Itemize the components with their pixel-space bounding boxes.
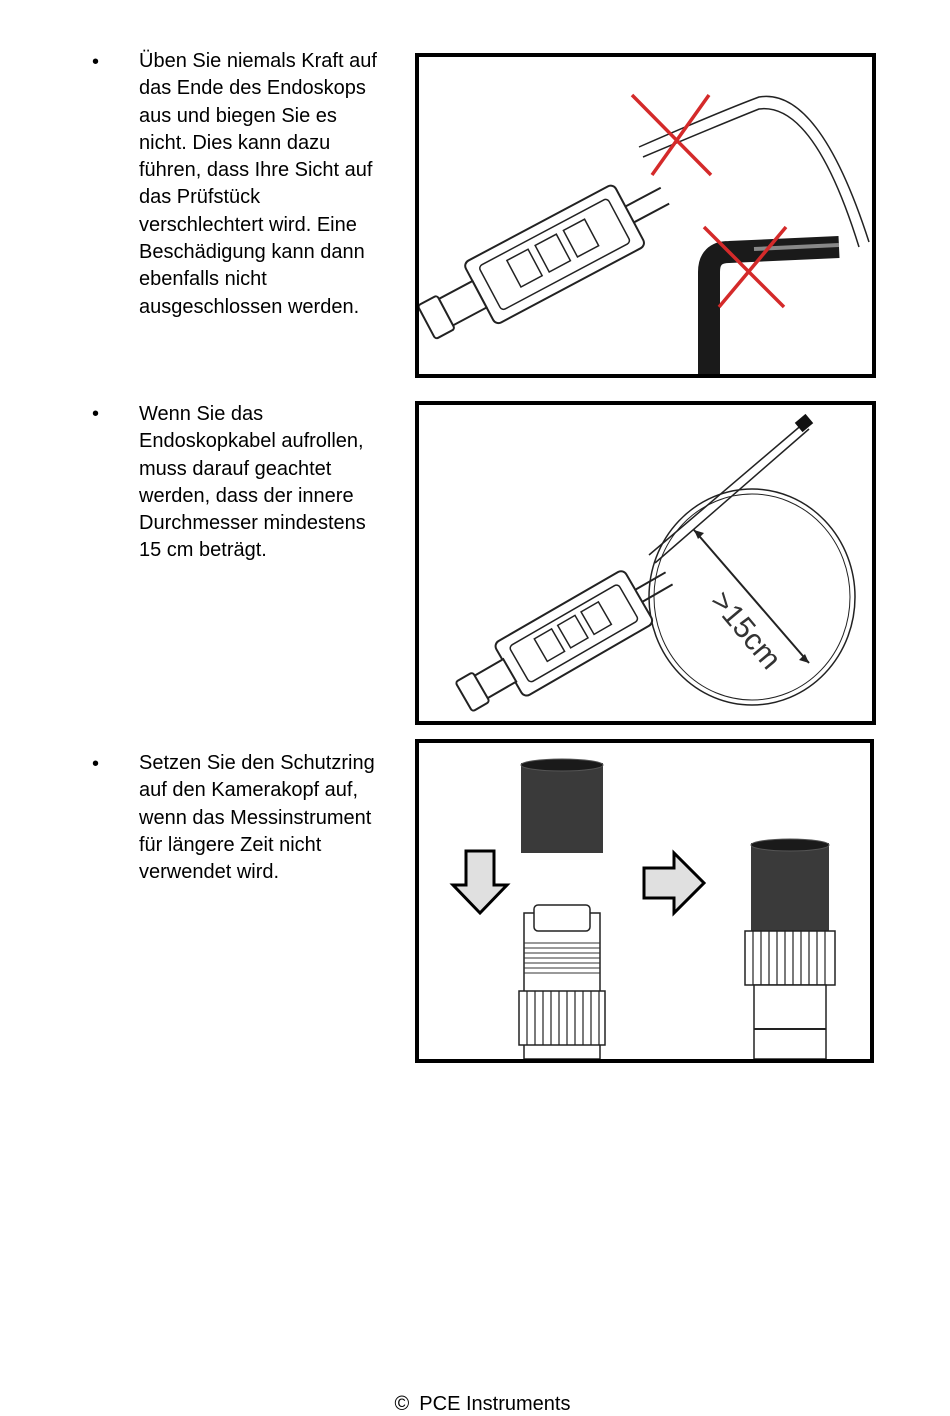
figure-coil-diameter <box>415 401 876 725</box>
bullet: • <box>92 753 100 775</box>
figure-no-bending <box>415 53 876 378</box>
bullet: • <box>92 403 100 425</box>
footer <box>0 1392 950 1416</box>
bullet: • <box>92 51 100 73</box>
instruction-text-1: Üben Sie niemals Kraft auf das Ende des Endoskops aus und biegen Sie es nicht. Dies kann dazu führen, dass Ihre Sicht auf das Prüfstück verschlechtert wird. Eine Beschädigung kann dann ebenfalls nicht ausgeschlossen werden. <box>139 50 377 318</box>
company-name: PCE Instruments <box>419 1393 571 1415</box>
figure-protective-ring <box>415 739 874 1063</box>
copyright-symbol: © <box>394 1393 410 1415</box>
diameter-label: >15cm <box>703 585 788 676</box>
instruction-text-3: Setzen Sie den Schutzring auf den Kamerakopf auf, wenn das Messinstrument für längere Zeit nicht verwendet wird. <box>139 752 375 884</box>
instruction-text-2: Wenn Sie das Endoskopkabel aufrollen, muss darauf geachtet werden, dass der innere Durchmesser mindestens 15 cm beträgt. <box>139 403 366 562</box>
